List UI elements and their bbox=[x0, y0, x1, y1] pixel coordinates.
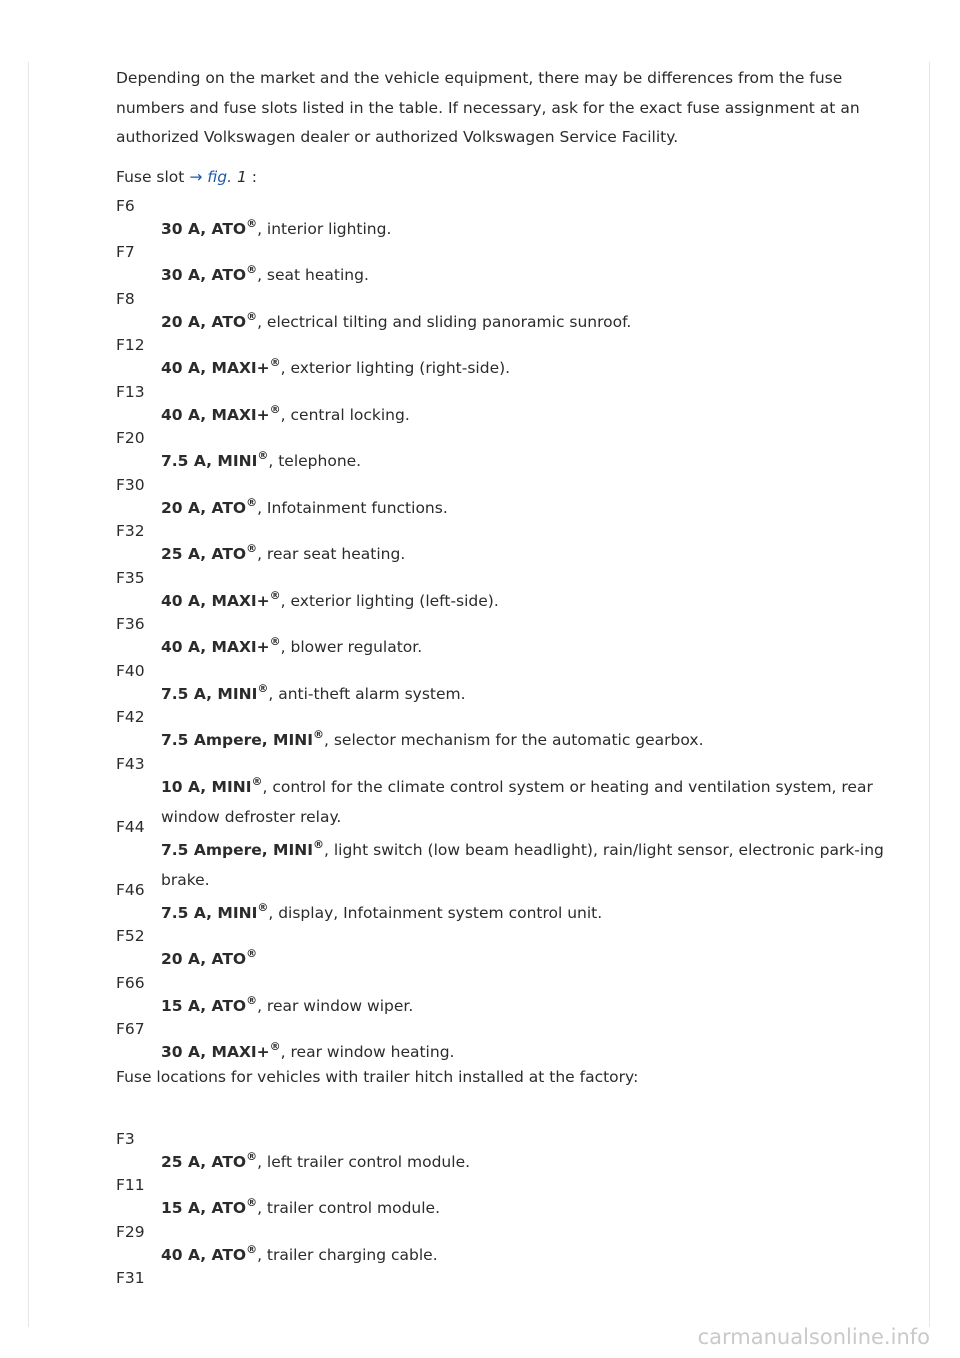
fuse-description bbox=[161, 675, 886, 709]
fuse-row bbox=[116, 289, 886, 336]
fuse-description bbox=[161, 628, 886, 662]
fuse-slot-id: F13 bbox=[116, 382, 145, 401]
fuse-description bbox=[161, 894, 886, 928]
fuse-description bbox=[161, 303, 886, 337]
trailer-hitch-heading: Fuse locations for vehicles with trailer hitch installed at the factory: bbox=[116, 1067, 639, 1086]
arrow-right-icon: → bbox=[189, 167, 203, 186]
fuse-description bbox=[161, 396, 886, 430]
fuse-slot-id: F8 bbox=[116, 289, 135, 308]
fuse-rating: 15 A, ATO bbox=[161, 1199, 247, 1218]
fuse-rating: 25 A, ATO bbox=[161, 1152, 247, 1171]
fuse-slot-id: F44 bbox=[116, 817, 145, 836]
fuse-rating: 7.5 A, MINI bbox=[161, 452, 258, 471]
fuse-function: , electrical tilting and sliding panoramic sunroof. bbox=[257, 312, 632, 331]
registered-mark-icon: ® bbox=[312, 837, 324, 851]
registered-mark-icon: ® bbox=[269, 1040, 281, 1053]
figure-link[interactable] bbox=[207, 168, 232, 186]
fuse-row bbox=[116, 196, 886, 243]
fuse-slot-id: F32 bbox=[116, 522, 145, 540]
fuse-slot-id: F12 bbox=[116, 336, 145, 354]
fuse-description bbox=[161, 1189, 886, 1223]
registered-mark-icon: ® bbox=[257, 449, 269, 462]
fuse-rating: 30 A, ATO bbox=[161, 266, 247, 285]
fuse-slot-id: F42 bbox=[116, 708, 145, 726]
fuse-function: , light switch (low beam headlight), rain/light sensor, electronic park-ing brake. bbox=[161, 840, 884, 889]
fuse-function: , trailer charging cable. bbox=[257, 1245, 438, 1264]
fuse-slot-id: F67 bbox=[116, 1020, 145, 1038]
fuse-function: , interior lighting. bbox=[257, 219, 392, 238]
fuse-slot-line bbox=[116, 166, 886, 188]
footer-watermark: carmanualsonline.info bbox=[697, 1325, 930, 1349]
fuse-description bbox=[161, 721, 886, 755]
fuse-row bbox=[116, 1222, 886, 1269]
fuse-function: , rear seat heating. bbox=[257, 545, 406, 564]
fuse-slot-id: F35 bbox=[116, 568, 145, 587]
fuse-row bbox=[116, 428, 886, 475]
registered-mark-icon: ® bbox=[246, 263, 258, 276]
fuse-slot-id: F43 bbox=[116, 754, 145, 773]
fuse-row bbox=[116, 1019, 886, 1066]
fuse-rating: 7.5 A, MINI bbox=[161, 903, 258, 922]
fuse-function: , left trailer control module. bbox=[257, 1152, 471, 1171]
figure-link-text[interactable]: fig. bbox=[207, 167, 233, 186]
fuse-row bbox=[116, 754, 886, 826]
fuse-slot-id: F7 bbox=[116, 243, 135, 261]
fuse-rating: 7.5 Ampere, MINI bbox=[161, 731, 313, 750]
registered-mark-icon: ® bbox=[269, 588, 281, 602]
fuse-slot-suffix: : bbox=[246, 167, 257, 186]
fuse-function: , seat heating. bbox=[257, 266, 369, 285]
fuse-rating: 40 A, MAXI+ bbox=[161, 591, 270, 610]
registered-mark-icon: ® bbox=[246, 216, 258, 230]
fuse-rating: 20 A, ATO bbox=[161, 312, 247, 331]
fuse-rating: 25 A, ATO bbox=[161, 545, 247, 564]
registered-mark-icon: ® bbox=[246, 1196, 258, 1209]
fuse-description bbox=[161, 489, 886, 523]
fuse-description bbox=[161, 535, 886, 569]
fuse-slot-id: F36 bbox=[116, 615, 145, 633]
fuse-function: , exterior lighting (left-side). bbox=[280, 591, 499, 610]
fuse-description bbox=[161, 349, 886, 383]
fuse-function: , rear window heating. bbox=[280, 1043, 455, 1062]
fuse-function: , exterior lighting (right-side). bbox=[280, 359, 511, 378]
registered-mark-icon: ® bbox=[246, 495, 258, 509]
fuse-slot-id: F3 bbox=[116, 1129, 135, 1148]
fuse-row bbox=[116, 521, 886, 568]
registered-mark-icon: ® bbox=[257, 681, 269, 695]
fuse-slot-id: F66 bbox=[116, 973, 145, 992]
fuse-row bbox=[116, 335, 886, 382]
right-margin-rule bbox=[929, 62, 930, 1327]
fuse-description bbox=[161, 1143, 886, 1177]
fuse-rating: 40 A, MAXI+ bbox=[161, 359, 270, 378]
fuse-function: , blower regulator. bbox=[280, 638, 423, 657]
fuse-slot-id: F6 bbox=[116, 196, 135, 215]
fuse-slot-id: F20 bbox=[116, 429, 145, 447]
fuse-description bbox=[161, 582, 886, 616]
fuse-rating: 20 A, ATO bbox=[161, 498, 247, 517]
fuse-description bbox=[161, 1033, 886, 1067]
registered-mark-icon: ® bbox=[246, 542, 258, 555]
fuse-row bbox=[116, 614, 886, 661]
registered-mark-icon: ® bbox=[269, 356, 281, 369]
fuse-rating: 7.5 A, MINI bbox=[161, 684, 258, 703]
registered-mark-icon: ® bbox=[251, 774, 263, 788]
registered-mark-icon: ® bbox=[246, 1149, 258, 1163]
fuse-description bbox=[161, 940, 886, 974]
fuse-slot-id: F31 bbox=[116, 1269, 145, 1287]
fuse-row bbox=[116, 1129, 886, 1176]
intro-paragraph: Depending on the market and the vehicle equipment, there may be differences from the fuse numbers and fuse slots listed in the table. If necessary, ask for the exact fuse assignment at an authorized Volkswagen dealer or authorized Volkswagen Service Facility. bbox=[116, 69, 860, 146]
fuse-function: , trailer control module. bbox=[257, 1199, 440, 1218]
trailer-fuse-list bbox=[116, 1129, 886, 1315]
fuse-slot-id: F29 bbox=[116, 1222, 145, 1241]
fuse-slot-id: F11 bbox=[116, 1176, 145, 1194]
fuse-function: , telephone. bbox=[268, 452, 362, 471]
fuse-function: , central locking. bbox=[280, 405, 410, 424]
fuse-description bbox=[161, 1236, 886, 1270]
fuse-description bbox=[161, 987, 886, 1021]
fuse-slot-id: F40 bbox=[116, 661, 145, 680]
fuse-row bbox=[116, 817, 886, 889]
left-margin-rule bbox=[28, 62, 29, 1327]
registered-mark-icon: ® bbox=[257, 900, 269, 914]
fuse-slot-id: F46 bbox=[116, 880, 145, 899]
fuse-description bbox=[161, 442, 886, 476]
fuse-slot-label: Fuse slot bbox=[116, 167, 185, 186]
fuse-row bbox=[116, 1175, 886, 1222]
fuse-description bbox=[161, 256, 886, 290]
fuse-rating: 10 A, MINI bbox=[161, 777, 252, 796]
fuse-row bbox=[116, 475, 886, 522]
registered-mark-icon: ® bbox=[246, 993, 258, 1007]
fuse-slot-id: F30 bbox=[116, 475, 145, 494]
registered-mark-icon: ® bbox=[312, 728, 324, 741]
fuse-rating: 15 A, ATO bbox=[161, 996, 247, 1015]
fuse-rating: 40 A, MAXI+ bbox=[161, 405, 270, 424]
fuse-function: , control for the climate control system or heating and ventilation system, rear window defroster relay. bbox=[161, 777, 873, 826]
fuse-row bbox=[116, 707, 886, 754]
fuse-row bbox=[116, 973, 886, 1020]
fuse-row bbox=[116, 661, 886, 708]
fuse-rating: 7.5 Ampere, MINI bbox=[161, 840, 313, 859]
registered-mark-icon: ® bbox=[269, 402, 281, 416]
fuse-rating: 40 A, ATO bbox=[161, 1245, 247, 1264]
figure-number: 1 bbox=[236, 167, 247, 186]
fuse-row bbox=[116, 382, 886, 429]
fuse-function: , selector mechanism for the automatic gearbox. bbox=[323, 731, 704, 750]
fuse-function: , Infotainment functions. bbox=[257, 498, 448, 517]
fuse-description bbox=[161, 210, 886, 244]
fuse-rating: 30 A, ATO bbox=[161, 219, 247, 238]
fuse-function: , rear window wiper. bbox=[257, 996, 414, 1015]
document-body bbox=[116, 64, 886, 1315]
registered-mark-icon: ® bbox=[246, 947, 258, 960]
registered-mark-icon: ® bbox=[246, 1242, 258, 1256]
fuse-function: , anti-theft alarm system. bbox=[268, 684, 466, 703]
fuse-row bbox=[116, 568, 886, 615]
fuse-row bbox=[116, 242, 886, 289]
fuse-slot-id: F52 bbox=[116, 927, 145, 945]
fuse-row bbox=[116, 1268, 886, 1315]
fuse-function: , display, Infotainment system control unit. bbox=[268, 903, 603, 922]
fuse-row bbox=[116, 926, 886, 973]
registered-mark-icon: ® bbox=[269, 635, 281, 648]
fuse-list bbox=[116, 196, 886, 1066]
fuse-rating: 30 A, MAXI+ bbox=[161, 1043, 270, 1062]
fuse-rating: 20 A, ATO bbox=[161, 950, 247, 969]
fuse-row bbox=[116, 880, 886, 927]
fuse-rating: 40 A, MAXI+ bbox=[161, 638, 270, 657]
registered-mark-icon: ® bbox=[246, 309, 258, 323]
